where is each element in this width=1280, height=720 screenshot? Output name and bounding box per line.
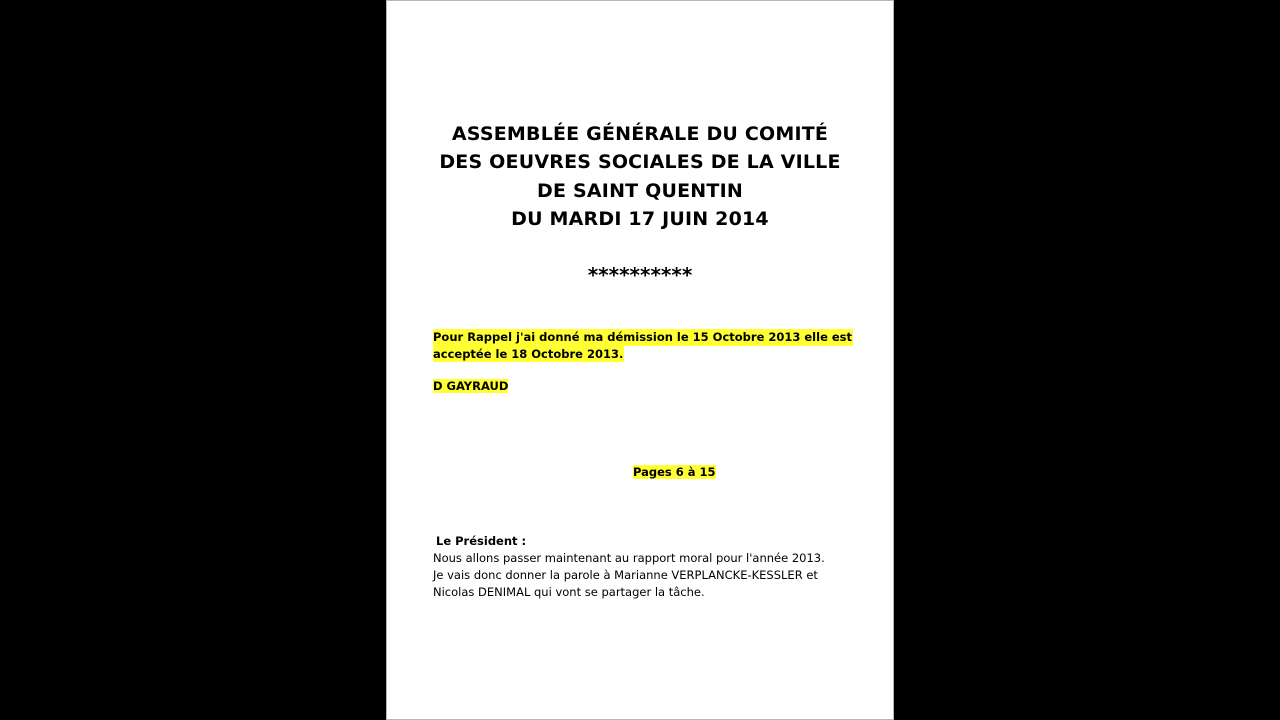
speech-line-2: Je vais donc donner la parole à Marianne VERPLANCKE-KESSLER et <box>433 568 818 582</box>
speaker-label: Le Président : <box>436 534 527 548</box>
speech-line-3: Nicolas DENIMAL qui vont se partager la tâche. <box>433 585 705 599</box>
title-line-2: DES OEUVRES SOCIALES DE LA VILLE <box>439 151 841 174</box>
note-line-2 <box>433 346 833 363</box>
pages-reference <box>633 464 716 481</box>
note-line-1-text: Pour Rappel j'ai donné ma démission le 15 Octobre 2013 elle est <box>433 330 853 344</box>
note-line-2-text: acceptée le 18 Octobre 2013. <box>433 346 624 361</box>
president-section <box>433 533 853 601</box>
signature-text: D GAYRAUD <box>433 379 509 393</box>
document-page <box>386 0 894 720</box>
title-line-3: DE SAINT QUENTIN <box>537 179 743 202</box>
speech-line-1: Nous allons passer maintenant au rapport moral pour l'année 2013. <box>433 551 825 565</box>
note-line-1 <box>433 329 853 346</box>
pages-reference-text: Pages 6 à 15 <box>633 465 716 479</box>
highlighted-note <box>433 329 853 362</box>
title-line-1: ASSEMBLÉE GÉNÉRALE DU COMITÉ <box>451 123 829 145</box>
title-line-4: DU MARDI 17 JUIN 2014 <box>511 207 769 230</box>
separator: ********** <box>587 263 693 287</box>
document-title <box>387 120 893 233</box>
note-signature <box>433 378 508 395</box>
